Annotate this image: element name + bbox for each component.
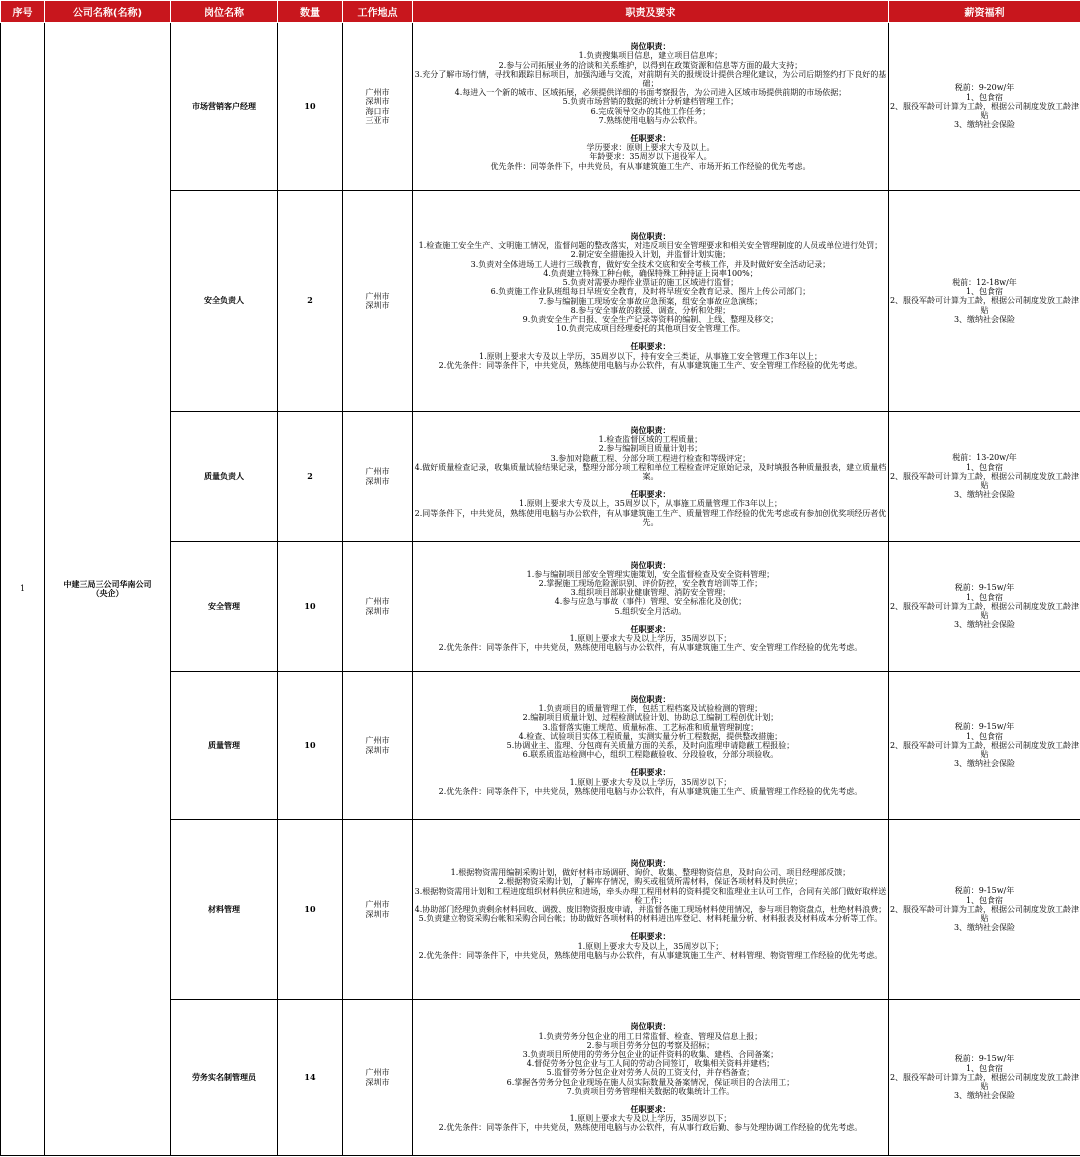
header-duties: 职责及要求	[413, 1, 889, 23]
duty-item: 1.参与编制项目部安全管理实施策划，安全监督检查及安全资料管理；	[526, 569, 775, 579]
duty-item: 2.制定安全措施投入计划，并监督计划实施；	[570, 250, 731, 260]
duty-item: 5.负责建立物资采购台帐和采购合同台帐；协助做好各项材料的材料进出库登记、材料耗量分析、材料报表及材料成本分析等工作。	[418, 914, 883, 924]
duties-title: 岗位职责：	[630, 1021, 671, 1032]
duty-item: 6.掌握各劳务分包企业现场在施人员实际数量及备案情况，保证项目的合法用工；	[506, 1077, 795, 1087]
benefit-item: 1、包食宿	[965, 462, 1004, 472]
header-company: 公司名称(名称)	[45, 1, 171, 23]
benefit-item: 3、缴纳社会保险	[953, 759, 1016, 769]
benefits-cell	[889, 672, 1080, 820]
duties-cell	[413, 1000, 889, 1156]
duty-item: 9.负责安全生产日报、安全生产记录等资料的编制、上线、整理及移交；	[522, 314, 779, 324]
salary-range: 税前：13-20w/年	[952, 453, 1017, 463]
benefits-cell	[889, 23, 1080, 191]
salary-range: 税前：9-15w/年	[954, 886, 1015, 896]
requirement-item: 学历要求：原则上要求大专及以上。	[586, 143, 715, 153]
benefit-item: 1、包食宿	[965, 1063, 1004, 1073]
duties-cell	[413, 820, 889, 1000]
duty-item: 4.参与应急与事故（事件）管理、安全标准化及创优；	[554, 597, 747, 607]
duty-item: 4.每进入一个新的城市、区域拓展，必须提供详细的书面考察报告，为公司进入区域市场提供前期的市场依据；	[454, 88, 847, 98]
benefit-item: 2、服役军龄可计算为工龄，根据公司制度发放工龄津贴	[889, 904, 1080, 924]
benefits-cell	[889, 412, 1080, 542]
header-position: 岗位名称	[171, 1, 278, 23]
duty-item: 4.做好质量检查记录，收集质量试验结果记录，整理分部分项工程和单位工程检查评定原始记录，及时填报各种质量报表，建立质量档案。	[414, 462, 887, 481]
requirement-item: 1.原则上要求大专及以上学历，35周岁以下；	[569, 777, 732, 787]
duty-item: 2.掌握施工现场危险源识别、评价防控，安全教育培训等工作；	[538, 578, 763, 588]
position-count: 10	[278, 672, 343, 820]
requirements-title: 任职要求：	[630, 133, 671, 143]
benefit-item: 2、服役军龄可计算为工龄，根据公司制度发放工龄津贴	[889, 296, 1080, 315]
duty-item: 7.熟练使用电脑与办公软件。	[598, 115, 703, 125]
benefit-item: 3、缴纳社会保险	[953, 314, 1016, 324]
requirement-item: 1.原则上要求大专及以上学历，35周岁以下；	[569, 634, 732, 643]
benefit-item: 1、包食宿	[965, 287, 1004, 297]
location-item: 广州市	[365, 1068, 390, 1078]
duty-item: 5.负责对需要办理作业票证的施工区域进行监督；	[562, 278, 739, 288]
duty-item: 1.检查施工安全生产、文明施工情况，监督问题的整改落实，对违反项目安全管理要求和相关安全管理制度的人员或单位进行处罚；	[418, 241, 883, 251]
duty-item: 4.协助部门经理负责剩余材料回收、调拨、废旧物资报废申请，并监督各施工现场材料使用情况，参与项目物资盘点，杜绝材料浪费；	[414, 905, 887, 914]
location-item: 广州市	[365, 467, 390, 477]
duties-title: 岗位职责：	[630, 559, 671, 570]
duty-item: 6.联系质监站检测中心，组织工程隐蔽验收、分段验收，分部分项验收。	[522, 750, 779, 760]
header-location: 工作地点	[343, 1, 413, 23]
duty-item: 7.参与编制施工现场安全事故应急预案，组安全事故应急演练；	[538, 296, 763, 306]
benefit-item: 2、服役军龄可计算为工龄，根据公司制度发放工龄津贴	[889, 1072, 1080, 1092]
duty-item: 2.编制项目质量计划、过程检测试验计划、协助总工编制工程创优计划；	[522, 713, 779, 723]
requirement-item: 2.优先条件：同等条件下，中共党员，熟练使用电脑与办公软件，有从事行政后勤、参与处理协调工作经验的优先考虑。	[438, 1123, 863, 1133]
duty-item: 8.参与安全事故的救援、调查、分析和处理；	[570, 305, 731, 315]
duty-item: 1.检查监督区域的工程质量；	[598, 435, 703, 445]
work-locations	[343, 542, 413, 672]
header-index: 序号	[1, 1, 45, 23]
duty-item: 1.根据物资需用编制采购计划，做好材料市场调研、询价、收集、整理物资信息，及时向公司、项目经理部反馈；	[450, 868, 851, 878]
position-count: 10	[278, 820, 343, 1000]
position-name: 市场营销客户经理	[171, 23, 278, 191]
duty-item: 3.负责项目所使用的劳务分包企业的证件资料的收集、建档、合同备案；	[522, 1049, 779, 1059]
requirement-item: 1.原则上要求大专及以上，35周岁以下，从事施工质量管理工作3年以上；	[519, 499, 782, 509]
position-count: 10	[278, 542, 343, 672]
benefit-item: 2、服役军龄可计算为工龄，根据公司制度发放工龄津贴	[889, 471, 1080, 491]
location-item: 广州市	[365, 597, 390, 607]
location-item: 广州市	[365, 88, 390, 98]
duty-item: 2.参与编制项目质量计划书；	[598, 444, 703, 454]
position-count: 14	[278, 1000, 343, 1156]
duty-item: 2.根据物资采购计划，了解库存情况，购买或租赁所需材料，保证各项材料及时供应；	[498, 877, 803, 887]
benefit-item: 3、缴纳社会保险	[953, 120, 1016, 130]
header-row	[1, 1, 1080, 23]
duty-item: 4.督促劳务分包企业与工人间的劳动合同签订，收集相关资料并建档；	[526, 1059, 775, 1069]
duties-cell	[413, 672, 889, 820]
position-count: 10	[278, 23, 343, 191]
location-item: 海口市	[365, 106, 390, 116]
duty-item: 1.负责劳务分包企业的用工日常监督、检查、管理及信息上报；	[538, 1031, 763, 1041]
location-item: 深圳市	[365, 476, 390, 486]
benefit-item: 2、服役军龄可计算为工龄，根据公司制度发放工龄津贴	[889, 740, 1080, 760]
benefit-item: 3、缴纳社会保险	[953, 620, 1016, 630]
position-name: 材料管理	[171, 820, 278, 1000]
salary-range: 税前：9-15w/年	[954, 583, 1015, 593]
duties-cell	[413, 542, 889, 672]
requirements-title: 任职要求：	[630, 1104, 671, 1114]
duty-item: 1.负责搜集项目信息，建立项目信息库；	[578, 51, 723, 61]
work-locations	[343, 23, 413, 191]
location-item: 深圳市	[365, 1077, 390, 1087]
duty-item: 3.根据物资需用计划和工程进度组织材料供应和进场，牵头办理工程用材料的资料提交和监理业主认可工作，合同有关部门做好取样送检工作；	[414, 886, 887, 905]
work-locations	[343, 191, 413, 412]
benefit-item: 1、包食宿	[965, 731, 1004, 741]
duties-cell	[413, 23, 889, 191]
location-item: 广州市	[365, 900, 390, 910]
requirement-item: 1.原则上要求大专及以上，35周岁以下；	[577, 941, 724, 951]
requirement-item: 1.原则上要求大专及以上学历，35周岁以下；	[569, 1114, 732, 1124]
header-benefits: 薪资福利	[889, 1, 1080, 23]
work-locations	[343, 820, 413, 1000]
duty-item: 5.组织安全月活动。	[614, 606, 687, 616]
benefit-item: 3、缴纳社会保险	[953, 490, 1016, 500]
company-name-line: 中建三局三公司华南公司	[63, 578, 152, 589]
company-type-line: （央企）	[91, 588, 124, 598]
location-item: 深圳市	[365, 97, 390, 107]
duty-item: 6.完成领导交办的其他工作任务；	[590, 106, 711, 116]
duties-title: 岗位职责：	[630, 857, 671, 868]
position-name: 劳务实名制管理员	[171, 1000, 278, 1156]
requirement-item: 年龄要求：35周岁以下退役军人。	[589, 152, 712, 162]
work-locations	[343, 1000, 413, 1156]
requirement-item: 2.优先条件：同等条件下，中共党员，熟练使用电脑与办公软件，有从事建筑施工生产、安全管理工作经验的优先考虑。	[438, 643, 863, 653]
duty-item: 2.参与项目劳务分包的考察及招标；	[586, 1040, 715, 1050]
location-item: 深圳市	[365, 745, 390, 755]
duty-item: 3.负责对全体进场工人进行三级教育，做好安全技术交底和安全考核工作，并及时做好安全活动记录；	[470, 259, 831, 269]
benefits-cell	[889, 1000, 1080, 1156]
requirement-item: 优先条件：同等条件下，中共党员，有从事建筑施工生产、市场开拓工作经验的优先考虑。	[490, 161, 811, 171]
work-locations	[343, 412, 413, 542]
requirement-item: 2.优先条件：同等条件下，中共党员，熟练使用电脑与办公软件，有从事建筑施工生产、材料管理、物资管理工作经验的优先考虑。	[418, 950, 883, 960]
job-rows	[1, 23, 1080, 1156]
requirement-item: 2.同等条件下，中共党员，熟练使用电脑与办公软件，有从事建筑施工生产、质量管理工作经验的优先考虑或有参加创优奖项经历者优先。	[414, 508, 887, 527]
benefit-item: 1、包食宿	[965, 592, 1004, 602]
position-count: 2	[278, 191, 343, 412]
duty-item: 3.充分了解市场行情，寻找和跟踪目标项目，加强沟通与交流，对前期有关的报规设计提供合理化建议，为公司后期签约打下良好的基础；	[414, 69, 887, 88]
requirement-item: 1.原则上要求大专及以上学历，35周岁以下，持有安全三类证，从事施工安全管理工作3年以上；	[479, 351, 822, 361]
benefit-item: 1、包食宿	[965, 92, 1004, 102]
benefit-item: 2、服役军龄可计算为工龄，根据公司制度发放工龄津贴	[889, 601, 1080, 621]
benefit-item: 3、缴纳社会保险	[953, 923, 1016, 933]
salary-range: 税前：9-15w/年	[954, 722, 1015, 732]
salary-range: 税前：9-20w/年	[954, 83, 1015, 93]
benefit-item: 1、包食宿	[965, 895, 1004, 905]
position-name: 安全负责人	[171, 191, 278, 412]
location-item: 广州市	[365, 291, 390, 301]
location-item: 深圳市	[365, 606, 390, 616]
duty-item: 3.参加对隐蔽工程、分部分项工程进行检查和等级评定；	[550, 453, 751, 463]
duty-item: 6.负责施工作业队班组每日早班安全教育，及时将早班安全教育记录、图片上传公司部门；	[490, 287, 811, 297]
location-item: 深圳市	[365, 301, 390, 310]
requirements-title: 任职要求：	[630, 341, 671, 352]
location-item: 三亚市	[365, 115, 390, 125]
salary-range: 税前：12-18w/年	[952, 277, 1017, 287]
salary-range: 税前：9-15w/年	[954, 1054, 1015, 1064]
duty-item: 2.参与公司拓展业务的洽谈和关系维护，以得到在政策资源和信息等方面的最大支持；	[498, 60, 803, 70]
benefit-item: 3、缴纳社会保险	[953, 1091, 1016, 1101]
work-locations	[343, 672, 413, 820]
benefit-item: 2、服役军龄可计算为工龄，根据公司制度发放工龄津贴	[889, 101, 1080, 121]
company-name	[45, 23, 171, 1156]
duty-item: 5.协调业主、监理、分包商有关质量方面的关系，及时向监理申请隐蔽工程报验；	[506, 741, 795, 750]
requirements-title: 任职要求：	[630, 931, 671, 942]
duties-cell	[413, 412, 889, 542]
requirements-title: 任职要求：	[630, 623, 671, 634]
duties-cell	[413, 191, 889, 412]
table-row	[1, 23, 1080, 191]
requirement-item: 2.优先条件：同等条件下，中共党员，熟练使用电脑与办公软件，有从事建筑施工生产、质量管理工作经验的优先考虑。	[438, 786, 863, 796]
location-item: 深圳市	[365, 909, 390, 919]
requirements-title: 任职要求：	[630, 489, 671, 500]
duty-item: 4.检查、试验项目实体工程质量，实测实量分析工程数据，提供整改措施；	[518, 731, 783, 741]
benefits-cell	[889, 191, 1080, 412]
position-name: 安全管理	[171, 542, 278, 672]
position-name: 质量负责人	[171, 412, 278, 542]
location-item: 广州市	[365, 736, 390, 746]
benefits-cell	[889, 542, 1080, 672]
duty-item: 3.监督落实施工规范、质量标准、工艺标准和质量管理制度；	[542, 722, 759, 732]
header-count: 数量	[278, 1, 343, 23]
row-index: 1	[1, 23, 45, 1156]
benefits-cell	[889, 820, 1080, 1000]
duty-item: 4.负责建立特殊工种台帐，确保特殊工种持证上岗率100%；	[543, 268, 758, 278]
duty-item: 3.组织项目部职业健康管理、消防安全管理；	[570, 588, 731, 598]
duties-title: 岗位职责：	[630, 424, 671, 435]
position-count: 2	[278, 412, 343, 542]
duties-title: 岗位职责：	[630, 41, 671, 52]
duties-title: 岗位职责：	[630, 693, 671, 704]
duty-item: 5.负责市场营销的数据的统计分析建档管理工作；	[562, 97, 739, 107]
duty-item: 1.负责项目的质量管理工作，包括工程档案及试验检测的管理；	[538, 704, 763, 714]
duty-item: 5.监督劳务分包企业对劳务人员的工资支付，并存档备查；	[546, 1068, 755, 1078]
duty-item: 7.负责项目劳务管理相关数据的收集统计工作。	[566, 1086, 735, 1096]
requirements-title: 任职要求：	[630, 767, 671, 778]
duty-item: 10.负责完成项目经理委托的其他项目安全管理工作。	[556, 324, 745, 334]
position-name: 质量管理	[171, 672, 278, 820]
duties-title: 岗位职责：	[630, 231, 671, 242]
requirement-item: 2.优先条件：同等条件下，中共党员，熟练使用电脑与办公软件，有从事建筑施工生产、安全管理工作经验的优先考虑。	[438, 360, 863, 370]
